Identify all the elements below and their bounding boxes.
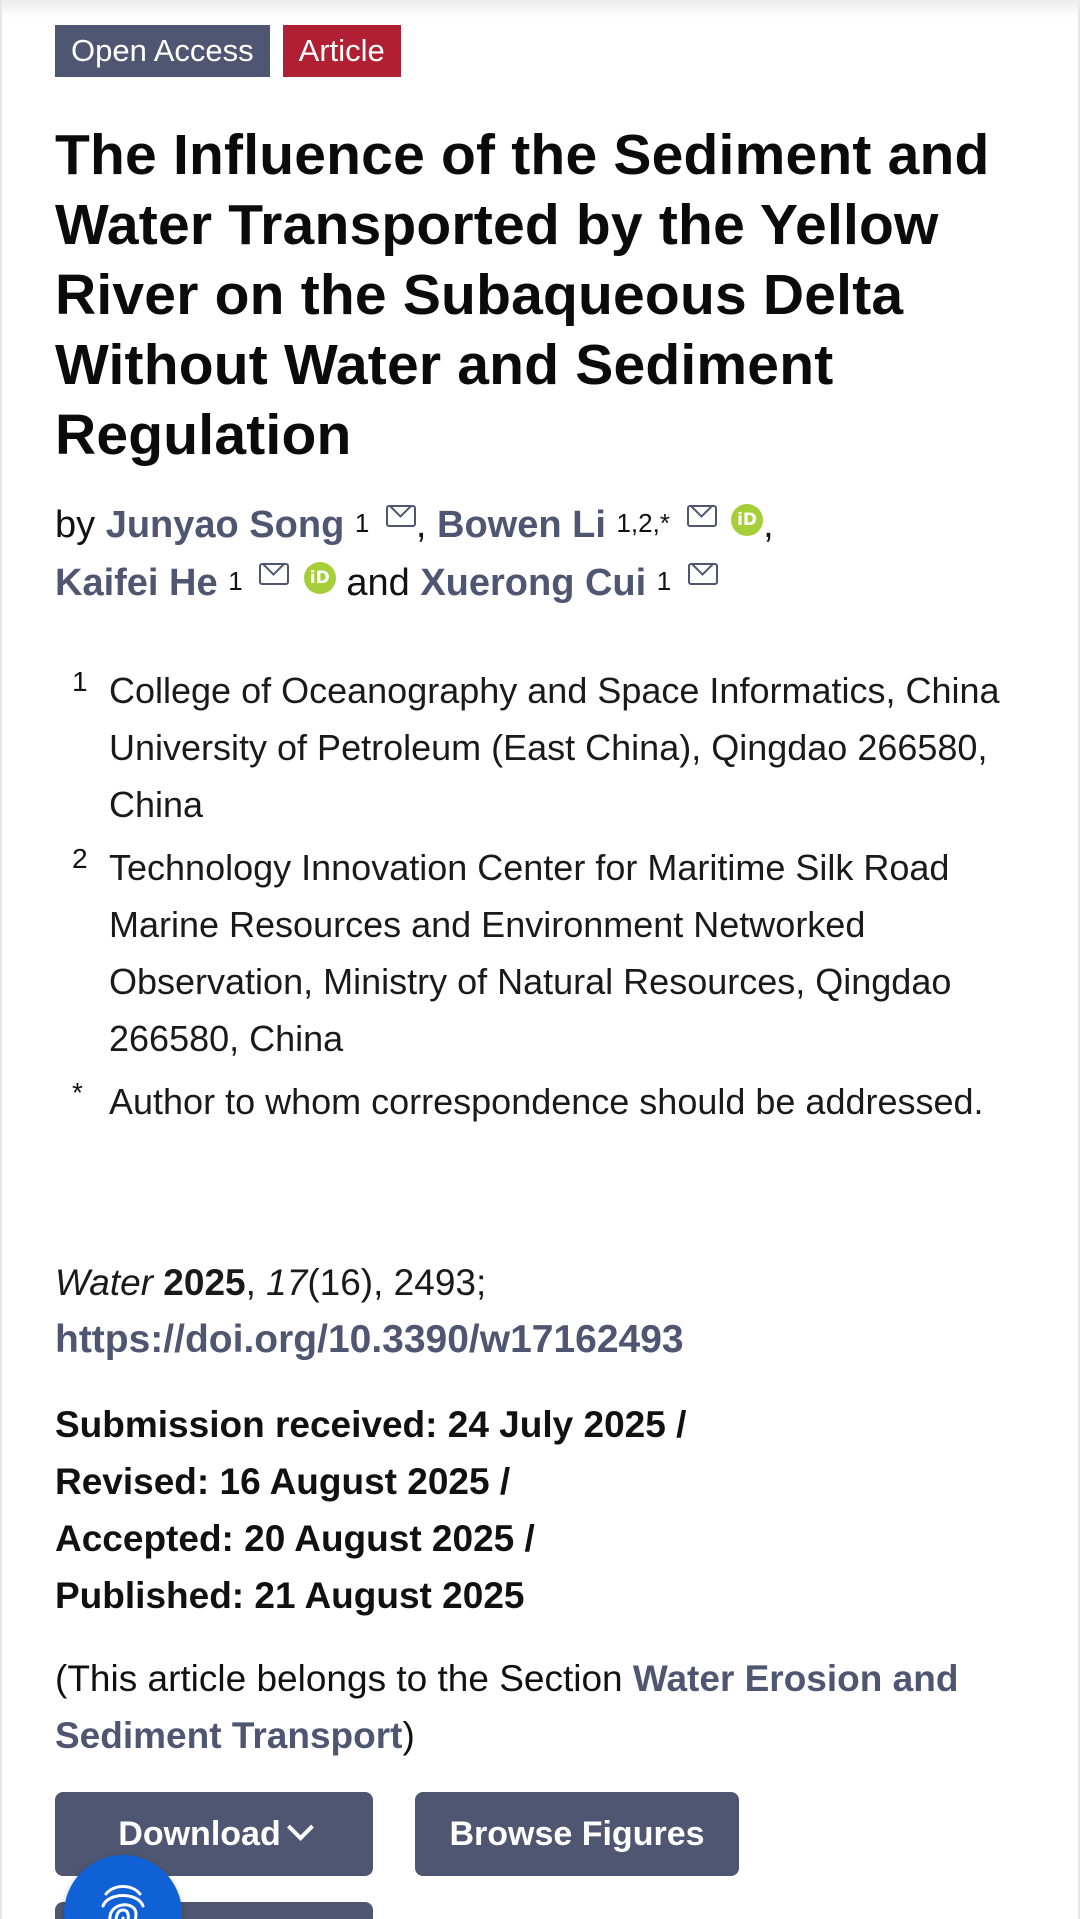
author-affiliation-ref: 1	[228, 566, 243, 596]
affiliation-text: College of Oceanography and Space Informatics, China University of Petroleum (East China), Qingdao 266580, China	[109, 670, 1000, 825]
affiliation-marker: 1	[72, 666, 88, 697]
journal-name: Water	[55, 1262, 154, 1303]
date-accepted: Accepted: 20 August 2025 /	[55, 1518, 535, 1559]
section-suffix: )	[402, 1715, 415, 1756]
email-icon[interactable]	[688, 563, 718, 585]
section-prefix: (This article belongs to the Section	[55, 1658, 633, 1699]
email-icon[interactable]	[386, 505, 416, 527]
author-list: by Junyao Song $^1$ , Bowen Li $^{1,2,*}$ iD , Kaifei He $^1$ iD and Xuerong Cui $^1$	[55, 504, 774, 604]
email-icon[interactable]	[687, 505, 717, 527]
publication-dates	[55, 1396, 1045, 1624]
section-note	[55, 1650, 1055, 1764]
affiliation-item	[55, 839, 1055, 1067]
chevron-down-icon	[287, 1814, 314, 1841]
download-label: Download	[118, 1815, 281, 1853]
date-received: Submission received: 24 July 2025 /	[55, 1404, 687, 1445]
author-affiliation-ref: 1,2,*	[616, 508, 670, 538]
article-type-badge: Article	[283, 25, 401, 77]
by-label: by	[55, 504, 96, 546]
affiliation-text: Author to whom correspondence should be addressed.	[109, 1081, 984, 1122]
orcid-icon[interactable]: iD	[304, 562, 336, 594]
article-badges	[55, 25, 401, 77]
volume: 17	[266, 1262, 308, 1303]
and-label: and	[346, 562, 410, 604]
author-affiliation-ref: 1	[354, 508, 370, 538]
affiliation-item	[55, 662, 1055, 833]
publication-year: 2025	[163, 1262, 246, 1303]
author-junyao-song[interactable]: Junyao Song	[105, 504, 345, 546]
browse-figures-button[interactable]	[415, 1792, 739, 1876]
author-affiliation-ref: 1	[656, 566, 672, 596]
affiliation-text: Technology Innovation Center for Maritime Silk Road Marine Resources and Environment Networked Observation, Ministry of Natural Resources, Qingdao 266580, China	[109, 847, 952, 1059]
open-access-badge[interactable]: Open Access	[55, 25, 270, 77]
fingerprint-icon	[98, 1880, 148, 1919]
affiliation-marker: 2	[72, 843, 88, 874]
article-title: The Influence of the Sediment and Water Transported by the Yellow River on the Subaqueous Delta Without Water and Sediment Regulation	[55, 123, 990, 467]
affiliation-marker: *	[72, 1077, 83, 1108]
doi-link[interactable]: https://doi.org/10.3390/w17162493	[55, 1318, 684, 1361]
author-kaifei-he[interactable]: Kaifei He	[55, 562, 218, 604]
affiliation-item	[55, 1073, 1055, 1130]
author-xuerong-cui[interactable]: Xuerong Cui	[420, 562, 647, 604]
date-published: Published: 21 August 2025	[55, 1575, 525, 1616]
author-bowen-li[interactable]: Bowen Li	[437, 504, 606, 546]
date-revised: Revised: 16 August 2025 /	[55, 1461, 511, 1502]
browse-figures-label: Browse Figures	[449, 1815, 705, 1853]
affiliations	[55, 662, 1055, 1136]
email-icon[interactable]	[259, 563, 289, 585]
orcid-icon[interactable]: iD	[731, 504, 763, 536]
issue-pages: (16), 2493;	[307, 1262, 487, 1303]
top-shadow	[2, 0, 1080, 18]
section-link[interactable]: Water Erosion and Sediment Transport	[55, 1658, 959, 1756]
citation: Water 2025, 17(16), 2493; https://doi.org/10.3390/w17162493	[55, 1254, 1045, 1368]
